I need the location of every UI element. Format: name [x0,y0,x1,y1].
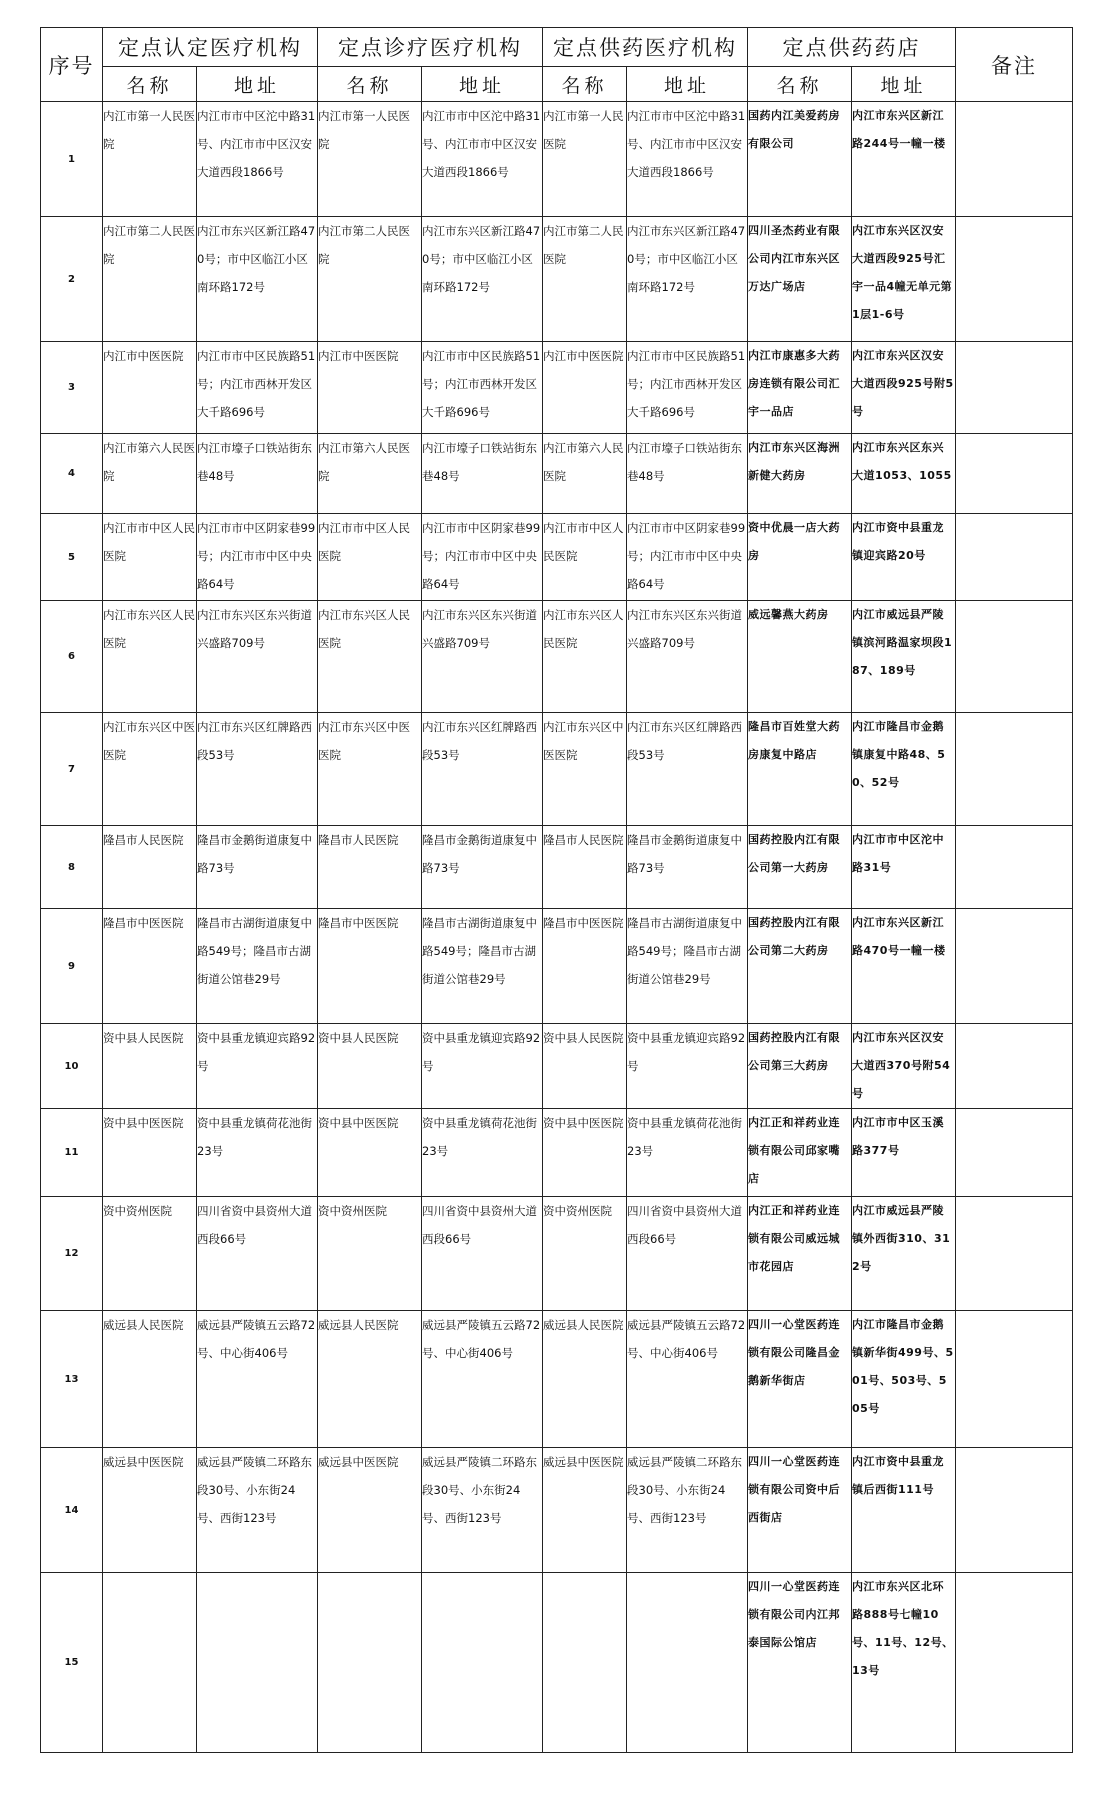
supply-hospital-name-cell [543,342,627,434]
treatment-name: 内江市东兴区人民医院 [318,608,410,650]
certified-name: 内江市东兴区中医医院 [103,720,195,762]
note-cell [956,601,1073,713]
supply-hospital-name: 内江市东兴区中医医院 [543,720,624,762]
note-cell [956,909,1073,1024]
certified-name-cell [103,826,197,909]
supply-hospital-address: 资中县重龙镇迎宾路92号 [627,1031,746,1073]
pharmacy-name: 国药控股内江有限公司第一大药房 [748,833,840,874]
pharmacy-name-cell [748,102,852,217]
pharmacy-name: 内江市东兴区海洲新健大药房 [748,441,840,482]
supply-hospital-address-cell [627,1024,748,1109]
treatment-name: 资中资州医院 [318,1204,387,1218]
treatment-name-cell [318,1109,422,1197]
supply-hospital-name-cell [543,217,627,342]
certified-address-cell [197,1448,318,1573]
treatment-address: 隆昌市古湖街道康复中路549号；隆昌市古湖街道公馆巷29号 [422,916,537,986]
pharmacy-address-cell [852,434,956,514]
certified-name-cell [103,601,197,713]
pharmacy-name: 资中优晨一店大药房 [748,521,840,562]
pharmacy-name-cell [748,826,852,909]
table-row [41,342,1073,434]
supply-hospital-address-cell [627,1573,748,1753]
treatment-address-cell [422,1109,543,1197]
pharmacy-address: 内江市东兴区汉安大道西段925号汇宇一品4幢无单元第1层1-6号 [852,224,953,321]
treatment-address: 内江市东兴区红牌路西段53号 [422,720,537,762]
treatment-name-cell [318,434,422,514]
note-cell [956,514,1073,601]
row-number: 1 [41,102,103,217]
address-header: 地址 [197,67,318,102]
table-row [41,1573,1073,1753]
supply-hospital-address: 内江市东兴区新江路470号；市中区临江小区南环路172号 [627,224,746,294]
row-number: 10 [41,1024,103,1109]
certified-address-cell [197,1197,318,1311]
pharmacy-name: 威远馨燕大药房 [748,608,829,621]
table-row [41,1024,1073,1109]
pharmacy-address: 内江市东兴区汉安大道西段925号附5号 [852,349,954,418]
treatment-name: 内江市东兴区中医医院 [318,720,410,762]
header-row-columns [41,67,1073,102]
supply-hospital-name: 隆昌市中医医院 [543,916,624,930]
pharmacy-address-cell [852,713,956,826]
certified-name-cell [103,909,197,1024]
supply-hospital-name-cell [543,909,627,1024]
treatment-name: 内江市第一人民医院 [318,109,410,151]
treatment-name-cell [318,1311,422,1448]
certified-address-cell [197,217,318,342]
name-header: 名称 [318,67,422,102]
supply-hospital-address-cell [627,909,748,1024]
certified-address-cell [197,102,318,217]
table-row [41,713,1073,826]
supply-hospital-address-cell [627,713,748,826]
certified-address: 内江市市中区沱中路31号、内江市市中区汉安大道西段1866号 [197,109,316,179]
note-cell [956,1311,1073,1448]
table-row [41,1448,1073,1573]
treatment-name: 威远县人民医院 [318,1318,399,1332]
certified-address: 资中县重龙镇荷花池街23号 [197,1116,312,1158]
supply-hospital-address-cell [627,601,748,713]
pharmacy-name-cell [748,909,852,1024]
supply-hospital-name: 威远县中医医院 [543,1455,624,1469]
supply-hospital-address: 内江市东兴区红牌路西段53号 [627,720,742,762]
supply-hospital-name: 内江市第六人民医院 [543,441,624,483]
pharmacy-name: 四川一心堂医药连锁有限公司隆昌金鹅新华街店 [748,1318,840,1387]
certified-address-cell [197,1573,318,1753]
treatment-name-cell [318,601,422,713]
pharmacy-address-cell [852,826,956,909]
supply-hospital-name-cell [543,1197,627,1311]
supply-hospital-name-cell [543,514,627,601]
treatment-name: 内江市第六人民医院 [318,441,410,483]
row-number: 4 [41,434,103,514]
note-cell [956,434,1073,514]
treatment-address-cell [422,601,543,713]
treatment-address: 隆昌市金鹅街道康复中路73号 [422,833,537,875]
treatment-address: 内江市壕子口铁站街东巷48号 [422,441,537,483]
supply-hospital-name: 内江市东兴区人民医院 [543,608,624,650]
treatment-address-cell [422,1573,543,1753]
certified-name-cell [103,102,197,217]
pharmacy-name: 四川一心堂医药连锁有限公司资中后西街店 [748,1455,840,1524]
treatment-address: 内江市市中区沱中路31号、内江市市中区汉安大道西段1866号 [422,109,541,179]
supply-hospital-name-cell [543,1448,627,1573]
pharmacy-address: 内江市隆昌市金鹅镇新华街499号、501号、503号、505号 [852,1318,954,1415]
supply-hospital-address: 内江市壕子口铁站街东巷48号 [627,441,742,483]
pharmacy-address-cell [852,1024,956,1109]
treatment-address-cell [422,217,543,342]
pharmacy-address: 内江市东兴区新江路244号一幢一楼 [852,109,946,150]
row-number: 5 [41,514,103,601]
supply-hospital-name-cell [543,1311,627,1448]
pharmacy-name: 四川圣杰药业有限公司内江市东兴区万达广场店 [748,224,840,293]
pharmacy-address-cell [852,909,956,1024]
pharmacy-address-cell [852,601,956,713]
certified-address-cell [197,342,318,434]
pharmacy-name: 内江正和祥药业连锁有限公司邱家嘴店 [748,1116,840,1185]
pharmacy-name-cell [748,601,852,713]
treatment-address: 四川省资中县资州大道西段66号 [422,1204,537,1246]
treatment-name: 资中县中医医院 [318,1116,399,1130]
note-cell [956,1573,1073,1753]
certified-name: 威远县中医医院 [103,1455,184,1469]
supply-hospital-address: 隆昌市金鹅街道康复中路73号 [627,833,742,875]
certified-address: 四川省资中县资州大道西段66号 [197,1204,312,1246]
table-row [41,1197,1073,1311]
treatment-name-cell [318,1197,422,1311]
pharmacy-address-cell [852,217,956,342]
supply-hospital-name-cell [543,434,627,514]
group-header-certified: 定点认定医疗机构 [103,28,318,67]
note-cell [956,1109,1073,1197]
row-number: 7 [41,713,103,826]
treatment-name-cell [318,826,422,909]
certified-name: 内江市中医医院 [103,349,184,363]
row-number: 9 [41,909,103,1024]
pharmacy-name-cell [748,434,852,514]
supply-hospital-address: 内江市市中区民族路51号；内江市西林开发区大千路696号 [627,349,746,419]
pharmacy-name-cell [748,1197,852,1311]
certified-address-cell [197,434,318,514]
pharmacy-address: 内江市市中区沱中路31号 [852,833,944,874]
certified-name-cell [103,713,197,826]
supply-hospital-address-cell [627,1311,748,1448]
certified-name-cell [103,1024,197,1109]
supply-hospital-name: 隆昌市人民医院 [543,833,624,847]
treatment-address: 威远县严陵镇五云路72号、中心街406号 [422,1318,541,1360]
certified-address: 隆昌市金鹅街道康复中路73号 [197,833,312,875]
certified-address-cell [197,826,318,909]
treatment-address: 内江市市中区民族路51号；内江市西林开发区大千路696号 [422,349,541,419]
pharmacy-address: 内江市市中区玉溪路377号 [852,1116,944,1157]
pharmacy-name-cell [748,1573,852,1753]
pharmacy-address: 内江市东兴区新江路470号一幢一楼 [852,916,946,957]
pharmacy-name-cell [748,1109,852,1197]
treatment-address: 内江市市中区阴家巷99号；内江市市中区中央路64号 [422,521,541,591]
supply-hospital-address-cell [627,1448,748,1573]
supply-hospital-name-cell [543,102,627,217]
row-number: 6 [41,601,103,713]
treatment-address-cell [422,1448,543,1573]
treatment-name-cell [318,217,422,342]
supply-hospital-name: 威远县人民医院 [543,1318,624,1332]
table-row [41,601,1073,713]
header-row-groups [41,28,1073,67]
supply-hospital-name: 内江市第一人民医院 [543,109,624,151]
treatment-name-cell [318,1024,422,1109]
certified-address: 威远县严陵镇二环路东段30号、小东街24号、西街123号 [197,1455,312,1525]
treatment-name-cell [318,342,422,434]
pharmacy-address: 内江市威远县严陵镇外西街310、312号 [852,1204,951,1273]
certified-name: 隆昌市中医医院 [103,916,184,930]
supply-hospital-address-cell [627,102,748,217]
certified-address: 威远县严陵镇五云路72号、中心街406号 [197,1318,316,1360]
row-number: 14 [41,1448,103,1573]
certified-address: 隆昌市古湖街道康复中路549号；隆昌市古湖街道公馆巷29号 [197,916,312,986]
certified-address-cell [197,1311,318,1448]
pharmacy-name: 四川一心堂医药连锁有限公司内江邦泰国际公馆店 [748,1580,840,1649]
pharmacy-address: 内江市东兴区北环路888号七幢10号、11号、12号、13号 [852,1580,954,1677]
supply-hospital-name: 资中县人民医院 [543,1031,624,1045]
pharmacy-address: 内江市威远县严陵镇滨河路温家坝段187、189号 [852,608,953,677]
pharmacy-name-cell [748,713,852,826]
note-cell [956,1197,1073,1311]
pharmacy-address-cell [852,514,956,601]
pharmacy-address: 内江市东兴区汉安大道西370号附54号 [852,1031,951,1100]
note-cell [956,342,1073,434]
address-header: 地址 [627,67,748,102]
certified-address-cell [197,909,318,1024]
table-row [41,217,1073,342]
pharmacy-address: 内江市东兴区东兴大道1053、1055 [852,441,952,482]
pharmacy-name-cell [748,342,852,434]
certified-name: 资中县人民医院 [103,1031,184,1045]
pharmacy-address-cell [852,1448,956,1573]
treatment-name-cell [318,1573,422,1753]
certified-address: 内江市东兴区东兴街道兴盛路709号 [197,608,312,650]
supply-hospital-name-cell [543,1109,627,1197]
pharmacy-name: 国药内江美爱药房有限公司 [748,109,840,150]
pharmacy-name: 国药控股内江有限公司第三大药房 [748,1031,840,1072]
treatment-name: 内江市中医医院 [318,349,399,363]
treatment-address: 资中县重龙镇迎宾路92号 [422,1031,541,1073]
treatment-name-cell [318,514,422,601]
certified-address-cell [197,1024,318,1109]
certified-name-cell [103,1197,197,1311]
treatment-name: 隆昌市中医医院 [318,916,399,930]
name-header: 名称 [543,67,627,102]
supply-hospital-name: 资中县中医医院 [543,1116,624,1130]
treatment-name: 威远县中医医院 [318,1455,399,1469]
row-number: 13 [41,1311,103,1448]
pharmacy-address-cell [852,1573,956,1753]
treatment-address: 内江市东兴区新江路470号；市中区临江小区南环路172号 [422,224,541,294]
row-number: 11 [41,1109,103,1197]
row-number: 2 [41,217,103,342]
certified-address-cell [197,514,318,601]
address-header: 地址 [852,67,956,102]
supply-hospital-address-cell [627,342,748,434]
supply-hospital-address: 内江市东兴区东兴街道兴盛路709号 [627,608,742,650]
supply-hospital-name-cell [543,1024,627,1109]
note-cell [956,1024,1073,1109]
pharmacy-address-cell [852,102,956,217]
certified-address: 资中县重龙镇迎宾路92号 [197,1031,316,1073]
treatment-address-cell [422,1311,543,1448]
certified-name: 资中资州医院 [103,1204,172,1218]
supply-hospital-name: 内江市中医医院 [543,349,624,363]
pharmacy-name-cell [748,217,852,342]
certified-name: 资中县中医医院 [103,1116,184,1130]
pharmacy-institution-table-sheet [40,27,1073,1753]
pharmacy-name-cell [748,1448,852,1573]
table-row [41,826,1073,909]
certified-name-cell [103,1448,197,1573]
pharmacy-address: 内江市资中县重龙镇迎宾路20号 [852,521,944,562]
pharmacy-name: 内江市康惠多大药房连锁有限公司汇宇一品店 [748,349,840,418]
certified-name-cell [103,1311,197,1448]
seq-header: 序号 [41,28,103,102]
certified-name: 内江市第二人民医院 [103,224,195,266]
certified-name-cell [103,514,197,601]
treatment-address-cell [422,434,543,514]
certified-address: 内江市市中区阴家巷99号；内江市市中区中央路64号 [197,521,316,591]
supply-hospital-name: 内江市市中区人民医院 [543,521,624,563]
group-header-pharmacy: 定点供药药店 [748,28,956,67]
treatment-address-cell [422,1024,543,1109]
treatment-name-cell [318,909,422,1024]
certified-name-cell [103,342,197,434]
supply-hospital-name-cell [543,826,627,909]
supply-hospital-address-cell [627,434,748,514]
designated-institutions-table [40,27,1073,1753]
treatment-name: 内江市市中区人民医院 [318,521,410,563]
supply-hospital-name: 内江市第二人民医院 [543,224,624,266]
pharmacy-name: 国药控股内江有限公司第二大药房 [748,916,840,957]
note-cell [956,713,1073,826]
note-cell [956,217,1073,342]
pharmacy-address: 内江市资中县重龙镇后西街111号 [852,1455,944,1496]
pharmacy-name: 隆昌市百姓堂大药房康复中路店 [748,720,840,761]
certified-address: 内江市壕子口铁站街东巷48号 [197,441,312,483]
supply-hospital-address-cell [627,1109,748,1197]
table-row [41,514,1073,601]
pharmacy-address-cell [852,1197,956,1311]
treatment-address: 内江市东兴区东兴街道兴盛路709号 [422,608,537,650]
supply-hospital-name: 资中资州医院 [543,1204,612,1218]
treatment-name-cell [318,102,422,217]
table-row [41,1311,1073,1448]
pharmacy-address: 内江市隆昌市金鹅镇康复中路48、50、52号 [852,720,946,789]
treatment-address-cell [422,826,543,909]
supply-hospital-address: 威远县严陵镇二环路东段30号、小东街24号、西街123号 [627,1455,742,1525]
treatment-address: 威远县严陵镇二环路东段30号、小东街24号、西街123号 [422,1455,537,1525]
table-row [41,1109,1073,1197]
supply-hospital-address: 资中县重龙镇荷花池街23号 [627,1116,742,1158]
treatment-address-cell [422,1197,543,1311]
treatment-name: 隆昌市人民医院 [318,833,399,847]
supply-hospital-address-cell [627,1197,748,1311]
treatment-address: 资中县重龙镇荷花池街23号 [422,1116,537,1158]
supply-hospital-address: 内江市市中区沱中路31号、内江市市中区汉安大道西段1866号 [627,109,746,179]
supply-hospital-address: 四川省资中县资州大道西段66号 [627,1204,742,1246]
group-header-supply-hospital: 定点供药医疗机构 [543,28,748,67]
pharmacy-name-cell [748,1311,852,1448]
table-row [41,434,1073,514]
certified-name: 威远县人民医院 [103,1318,184,1332]
note-header: 备注 [956,28,1073,102]
note-cell [956,1448,1073,1573]
certified-address: 内江市市中区民族路51号；内江市西林开发区大千路696号 [197,349,316,419]
supply-hospital-name-cell [543,1573,627,1753]
row-number: 8 [41,826,103,909]
pharmacy-name-cell [748,514,852,601]
table-row [41,909,1073,1024]
treatment-address-cell [422,713,543,826]
row-number: 3 [41,342,103,434]
certified-name: 内江市市中区人民医院 [103,521,195,563]
certified-address: 内江市东兴区新江路470号；市中区临江小区南环路172号 [197,224,316,294]
supply-hospital-name-cell [543,601,627,713]
treatment-address-cell [422,102,543,217]
table-row [41,102,1073,217]
row-number: 15 [41,1573,103,1753]
supply-hospital-name-cell [543,713,627,826]
pharmacy-address-cell [852,1109,956,1197]
supply-hospital-address-cell [627,514,748,601]
certified-address-cell [197,713,318,826]
certified-name-cell [103,1573,197,1753]
treatment-name: 资中县人民医院 [318,1031,399,1045]
certified-name-cell [103,434,197,514]
address-header: 地址 [422,67,543,102]
certified-address: 内江市东兴区红牌路西段53号 [197,720,312,762]
supply-hospital-address-cell [627,217,748,342]
treatment-address-cell [422,514,543,601]
supply-hospital-address: 隆昌市古湖街道康复中路549号；隆昌市古湖街道公馆巷29号 [627,916,742,986]
treatment-name-cell [318,713,422,826]
name-header: 名称 [103,67,197,102]
treatment-name: 内江市第二人民医院 [318,224,410,266]
certified-name: 内江市东兴区人民医院 [103,608,195,650]
note-cell [956,102,1073,217]
pharmacy-address-cell [852,342,956,434]
row-number: 12 [41,1197,103,1311]
supply-hospital-address: 内江市市中区阴家巷99号；内江市市中区中央路64号 [627,521,746,591]
supply-hospital-address: 威远县严陵镇五云路72号、中心街406号 [627,1318,746,1360]
note-cell [956,826,1073,909]
treatment-address-cell [422,342,543,434]
group-header-treatment: 定点诊疗医疗机构 [318,28,543,67]
treatment-address-cell [422,909,543,1024]
certified-name-cell [103,1109,197,1197]
certified-name: 内江市第一人民医院 [103,109,195,151]
treatment-name-cell [318,1448,422,1573]
name-header: 名称 [748,67,852,102]
certified-name: 内江市第六人民医院 [103,441,195,483]
pharmacy-name: 内江正和祥药业连锁有限公司威远城市花园店 [748,1204,840,1273]
certified-name: 隆昌市人民医院 [103,833,184,847]
pharmacy-address-cell [852,1311,956,1448]
certified-address-cell [197,601,318,713]
pharmacy-name-cell [748,1024,852,1109]
supply-hospital-address-cell [627,826,748,909]
certified-address-cell [197,1109,318,1197]
certified-name-cell [103,217,197,342]
